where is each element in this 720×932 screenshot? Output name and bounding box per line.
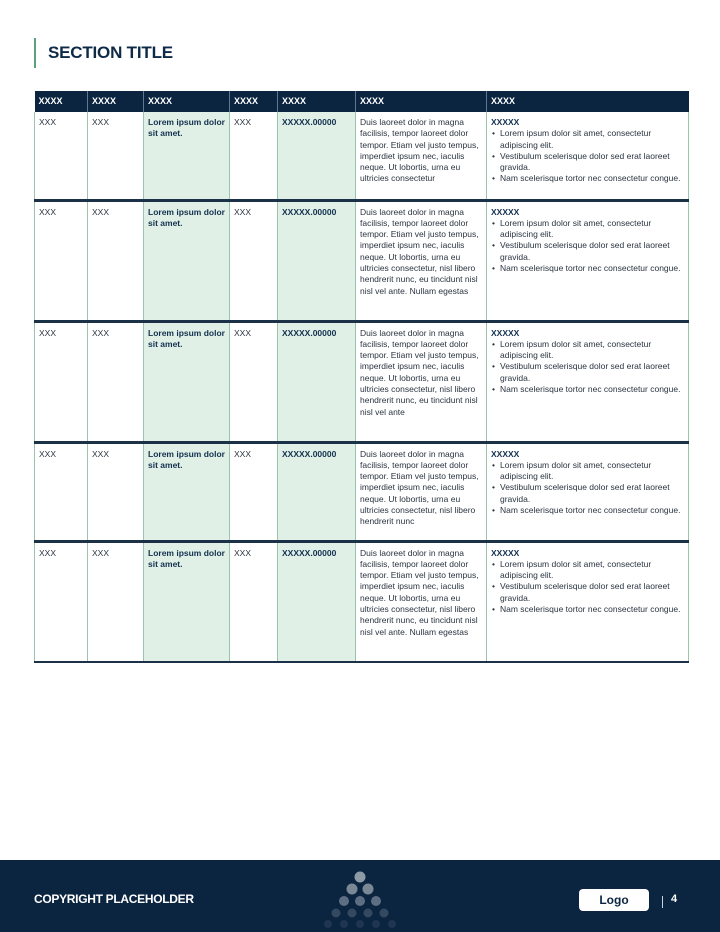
cell-col4: XXX bbox=[230, 321, 278, 442]
list-item: • Vestibulum scelerisque dolor sed erat laoreet gravida. bbox=[491, 361, 684, 384]
table-header-row bbox=[35, 91, 689, 112]
cell-col2: XXX bbox=[88, 112, 144, 200]
list-item: • Lorem ipsum dolor sit amet, consectetur adipiscing elit. bbox=[491, 559, 684, 582]
cell-code: XXXXX.00000 bbox=[278, 442, 356, 541]
list-item: • Vestibulum scelerisque dolor sed erat laoreet gravida. bbox=[491, 151, 684, 174]
data-table bbox=[34, 91, 689, 663]
cell-code: XXXXX.00000 bbox=[278, 112, 356, 200]
cell-bullets bbox=[487, 541, 689, 662]
bullet-list bbox=[491, 218, 684, 274]
cell-col2: XXX bbox=[88, 442, 144, 541]
list-item: • Vestibulum scelerisque dolor sed erat laoreet gravida. bbox=[491, 581, 684, 604]
list-item: • Nam scelerisque tortor nec consectetur congue. bbox=[491, 604, 684, 615]
bullet-heading: XXXXX bbox=[491, 327, 520, 338]
cell-col2: XXX bbox=[88, 541, 144, 662]
cell-details: Duis laoreet dolor in magna facilisis, tempor laoreet dolor tempor. Etiam vel justo tempus, imperdiet ipsum nec, iaculis neque. Ut lobortis, urna eu ultricies consectetur, nisl libero hendrerit nunc bbox=[356, 442, 487, 541]
cell-bullets bbox=[487, 442, 689, 541]
list-item: • Nam scelerisque tortor nec consectetur congue. bbox=[491, 263, 684, 274]
column-header: XXXX bbox=[230, 91, 278, 112]
cell-bullets bbox=[487, 200, 689, 321]
cell-col4: XXX bbox=[230, 200, 278, 321]
list-item: • Lorem ipsum dolor sit amet, consectetur adipiscing elit. bbox=[491, 339, 684, 362]
table-row bbox=[35, 442, 689, 541]
bullet-heading: XXXXX bbox=[491, 448, 520, 459]
cell-description: Lorem ipsum dolor sit amet. bbox=[144, 200, 230, 321]
section-title: SECTION TITLE bbox=[34, 38, 173, 68]
cell-description: Lorem ipsum dolor sit amet. bbox=[144, 112, 230, 200]
cell-description: Lorem ipsum dolor sit amet. bbox=[144, 541, 230, 662]
list-item: • Nam scelerisque tortor nec consectetur congue. bbox=[491, 505, 684, 516]
dot-pyramid-logo bbox=[310, 868, 410, 928]
cell-code: XXXXX.00000 bbox=[278, 541, 356, 662]
list-item: • Nam scelerisque tortor nec consectetur congue. bbox=[491, 384, 684, 395]
cell-col4: XXX bbox=[230, 442, 278, 541]
column-header: XXXX bbox=[88, 91, 144, 112]
cell-col1: XXX bbox=[35, 112, 88, 200]
cell-col2: XXX bbox=[88, 321, 144, 442]
list-item: • Vestibulum scelerisque dolor sed erat laoreet gravida. bbox=[491, 240, 684, 263]
bullet-heading: XXXXX bbox=[491, 206, 520, 217]
cell-code: XXXXX.00000 bbox=[278, 321, 356, 442]
list-item: • Lorem ipsum dolor sit amet, consectetur adipiscing elit. bbox=[491, 218, 684, 241]
cell-details: Duis laoreet dolor in magna facilisis, tempor laoreet dolor tempor. Etiam vel justo tempus, imperdiet ipsum nec, iaculis neque. Ut lobortis, urna eu ultricies consectetur bbox=[356, 112, 487, 200]
cell-details: Duis laoreet dolor in magna facilisis, tempor laoreet dolor tempor. Etiam vel justo tempus, imperdiet ipsum nec, iaculis neque. Ut lobortis, urna eu ultricies consectetur, nisl libero hendrerit nunc, eu tincidunt nisl nisl vel ante bbox=[356, 321, 487, 442]
divider bbox=[662, 896, 663, 908]
cell-bullets bbox=[487, 112, 689, 200]
cell-col1: XXX bbox=[35, 321, 88, 442]
list-item: • Nam scelerisque tortor nec consectetur congue. bbox=[491, 173, 684, 184]
bullet-heading: XXXXX bbox=[491, 547, 520, 558]
list-item: • Lorem ipsum dolor sit amet, consectetur adipiscing elit. bbox=[491, 128, 684, 151]
cell-col4: XXX bbox=[230, 541, 278, 662]
cell-details: Duis laoreet dolor in magna facilisis, tempor laoreet dolor tempor. Etiam vel justo tempus, imperdiet ipsum nec, iaculis neque. Ut lobortis, urna eu ultricies consectetur, nisl libero hendrerit nunc, eu tincidunt nisl nisl vel ante. Nullam egestas bbox=[356, 541, 487, 662]
table-row bbox=[35, 200, 689, 321]
bullet-list bbox=[491, 128, 684, 184]
bullet-list bbox=[491, 460, 684, 516]
table-row bbox=[35, 321, 689, 442]
cell-description: Lorem ipsum dolor sit amet. bbox=[144, 321, 230, 442]
column-header: XXXX bbox=[144, 91, 230, 112]
cell-col2: XXX bbox=[88, 200, 144, 321]
copyright-text: COPYRIGHT PLACEHOLDER bbox=[34, 892, 194, 906]
cell-details: Duis laoreet dolor in magna facilisis, tempor laoreet dolor tempor. Etiam vel justo tempus, imperdiet ipsum nec, iaculis neque. Ut lobortis, urna eu ultricies consectetur, nisl libero hendrerit nunc, eu tincidunt nisl nisl vel ante. Nullam egestas bbox=[356, 200, 487, 321]
page-footer bbox=[0, 860, 720, 932]
column-header: XXXX bbox=[487, 91, 689, 112]
page-number: 4 bbox=[671, 893, 678, 905]
list-item: • Vestibulum scelerisque dolor sed erat laoreet gravida. bbox=[491, 482, 684, 505]
cell-col1: XXX bbox=[35, 200, 88, 321]
cell-code: XXXXX.00000 bbox=[278, 200, 356, 321]
list-item: • Lorem ipsum dolor sit amet, consectetur adipiscing elit. bbox=[491, 460, 684, 483]
table-row bbox=[35, 112, 689, 200]
cell-col4: XXX bbox=[230, 112, 278, 200]
bullet-list bbox=[491, 559, 684, 615]
table-row bbox=[35, 541, 689, 662]
cell-col1: XXX bbox=[35, 541, 88, 662]
bullet-list bbox=[491, 339, 684, 395]
bullet-heading: XXXXX bbox=[491, 117, 520, 127]
column-header: XXXX bbox=[356, 91, 487, 112]
column-header: XXXX bbox=[35, 91, 88, 112]
cell-col1: XXX bbox=[35, 442, 88, 541]
column-header: XXXX bbox=[278, 91, 356, 112]
cell-description: Lorem ipsum dolor sit amet. bbox=[144, 442, 230, 541]
logo-badge: Logo bbox=[579, 889, 649, 911]
cell-bullets bbox=[487, 321, 689, 442]
